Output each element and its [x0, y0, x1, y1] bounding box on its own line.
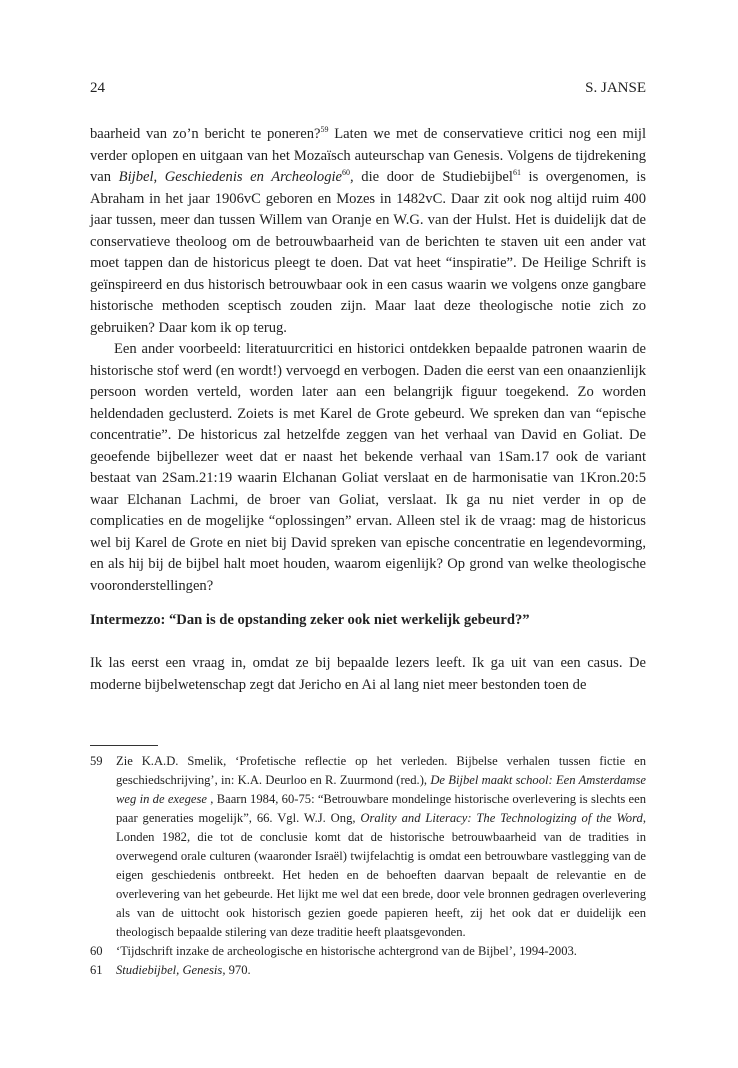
text-run: , Londen 1982, die tot de conclusie komt dat de historische betrouwbaarheid van de tradities in overwegend orale culturen (waaronder Israël) twijfelachtig is omdat een betrouwbare vastlegging van de eigen geschiedenis ontbreekt. Het heden en de behoeften daarvan bepaalt de relevantie en de overlevering van het gebeurde. Het lijkt me wel dat een brede, door vele bronnen gedragen overlevering als van de uittocht ook historisch gezien goede papieren heeft, zij het ook dat er duidelijk een theologisch bepaalde stilering van deze traditie heeft plaatsgevonden.: [116, 811, 646, 939]
text-run: is overgenomen, is Abraham in het jaar 1906vC geboren en Mozes in 1482vC. Daar zit ook nog altijd ruim 400 jaar tussen, meer dan tussen Willem van Oranje en W.G. van der Hulst. Het is duidelijk dat de conservatieve theoloog om de betrouwbaarheid van de berichten te staven uit een ander vat moet tappen dan de historicus pleegt te doen. Dat vat heet “inspiratie”. De Heilige Schrift is geïnspireerd en dus historisch betrouwbaar ook in een casus waarin we volgens onze gangbare historische methoden sceptisch zouden zijn. Maar laat deze theologische notie zich zo gebruiken? Daar kom ik op terug.: [90, 169, 646, 336]
footnote-ref-61[interactable]: 61: [512, 168, 521, 178]
footnote-ref-59[interactable]: 59: [320, 125, 329, 135]
footnote-text: [116, 752, 646, 942]
footnote-59: [90, 752, 646, 942]
main-text: [90, 124, 646, 597]
running-title: S. JANSE: [585, 80, 646, 96]
text-run: baarheid van zo’n bericht te poneren?: [90, 126, 321, 142]
text-run: , Baarn 1984, 60-75: “Betrouwbare mondelinge historische overlevering is slechts een paar generaties mogelijk”, 66. Vgl. W.J. Ong,: [116, 792, 647, 825]
footnote-61: [90, 961, 646, 980]
footnote-number: 60: [90, 944, 103, 958]
paragraph-2: Een ander voorbeeld: literatuurcritici en historici ontdekken bepaalde patronen waarin de historische stof werd (en wordt!) vervoegd en verbogen. Daden die eerst van een onaanzienlijk persoon worden verteld, worden later aan een belangrijk figuur toegekend. Zo worden heldendaden geclusterd. Zoiets is met Karel de Grote gebeurd. We spreken dan van “epische concentratie”. De historicus zal hetzelfde zeggen van het verhaal van David en Goliat. De geoefende bijbellezer weet dat er naast het bekende verhaal van 1Sam.17 ook de variant bestaat van 2Sam.21:19 waarin Elchanan Goliat verslaat en de harmonisatie van 1Kron.20:5 waar Elchanan Lachmi, de broer van Goliat, verslaat. Ik ga nu niet verder in op de complicaties en de mogelijke “oplossingen” ervan. Alleen stel ik de vraag: mag de historicus wel bij Karel de Grote en niet bij David spreken van epische concentratie en legendevorming, en als hij bij de bijbel halt moet houden, waarom eigenlijk? Op grond van welke theologische vooronderstellingen?: [90, 341, 646, 594]
text-run: 970.: [225, 963, 251, 977]
footnote-ref-60[interactable]: 60: [342, 168, 351, 178]
footnote-text: ‘Tijdschrift inzake de archeologische en historische achtergrond van de Bijbel’, 1994-2003.: [116, 944, 577, 958]
footnote-number: 59: [90, 754, 103, 768]
page-header: [90, 78, 646, 98]
footnote-text: [116, 961, 646, 980]
text-run: , die door de Studiebijbel: [350, 169, 513, 185]
footnote-separator: [90, 745, 158, 746]
book-title: Bijbel, Geschiedenis en Archeologie: [118, 169, 343, 185]
footnote-number: 61: [90, 963, 103, 977]
footnote-60: [90, 942, 646, 961]
page-number: 24: [90, 80, 105, 96]
footnotes: [90, 752, 646, 980]
section-heading: Intermezzo: “Dan is de opstanding zeker ook niet werkelijk gebeurd?”: [90, 612, 530, 628]
book-title: Studiebijbel, Genesis,: [116, 963, 226, 977]
book-title: De Bijbel maakt school: Een Amsterdamse weg in de exegese: [116, 773, 646, 806]
paragraph-1: [90, 124, 646, 339]
text-run: Zie K.A.D. Smelik, ‘Profetische reflectie op het verleden. Bijbelse verhalen tussen fictie en geschiedschrijving’, in: K.A. Deurloo en R. Zuurmond (red.),: [116, 754, 646, 787]
text-run: Laten we met de conservatieve critici nog een mijl verder oplopen en uitgaan van het Mozaïsch auteurschap van Genesis. Volgens de tijdrekening van: [90, 126, 646, 185]
book-title: Orality and Literacy: The Technologizing of the Word: [360, 811, 643, 825]
paragraph-3: Ik las eerst een vraag in, omdat ze bij bepaalde lezers leeft. Ik ga uit van een casus. De moderne bijbelwetenschap zegt dat Jericho en Ai al lang niet meer bestonden toen de: [90, 655, 646, 693]
